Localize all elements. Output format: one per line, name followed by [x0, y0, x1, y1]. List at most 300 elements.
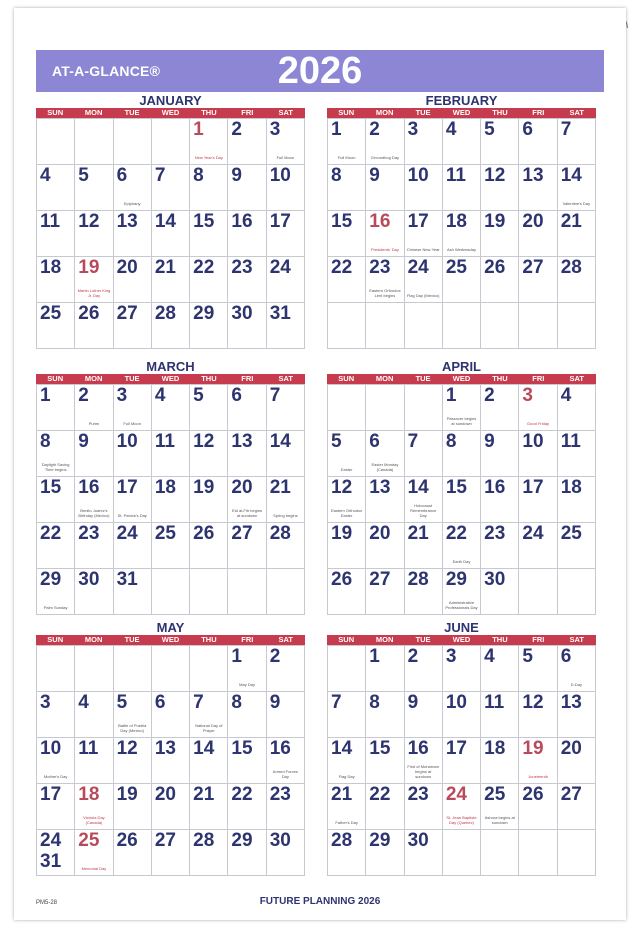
day-cell[interactable]	[75, 523, 113, 569]
day-cell[interactable]	[152, 830, 190, 876]
day-cell[interactable]	[190, 385, 228, 431]
day-number: 6	[560, 646, 572, 667]
day-number: 18	[78, 784, 100, 805]
day-cell[interactable]	[405, 431, 443, 477]
day-cell[interactable]	[37, 257, 75, 303]
day-grid	[327, 384, 596, 615]
month-name: MARCH	[146, 359, 195, 374]
day-cell[interactable]	[519, 646, 557, 692]
holiday-note: New Year's Day	[194, 155, 223, 160]
day-number: 15	[231, 738, 253, 759]
holiday-note: Battle of Puebla Day (Mexico)	[118, 723, 147, 733]
day-cell[interactable]	[190, 830, 228, 876]
day-cell[interactable]	[328, 692, 366, 738]
day-number: 24	[522, 523, 544, 544]
day-cell[interactable]	[190, 646, 228, 692]
day-number: 4	[560, 385, 572, 406]
day-cell[interactable]	[519, 165, 557, 211]
day-cell[interactable]	[75, 692, 113, 738]
day-cell[interactable]	[405, 569, 443, 615]
day-cell[interactable]	[366, 692, 404, 738]
day-cell[interactable]	[152, 119, 190, 165]
day-cell[interactable]	[37, 646, 75, 692]
day-cell[interactable]	[443, 303, 481, 349]
day-cell[interactable]	[328, 431, 366, 477]
day-cell[interactable]	[267, 303, 305, 349]
day-number: 21	[560, 211, 582, 232]
day-number: 10	[522, 431, 544, 452]
day-cell[interactable]	[366, 257, 404, 303]
holiday-note: Mother's Day	[43, 774, 68, 779]
day-number: 20	[369, 523, 391, 544]
day-cell[interactable]	[75, 119, 113, 165]
day-cell[interactable]	[75, 211, 113, 257]
day-cell[interactable]	[405, 165, 443, 211]
day-number: 27	[154, 830, 176, 851]
day-cell[interactable]	[366, 738, 404, 784]
day-number: 27	[560, 784, 582, 805]
day-number: 14	[193, 738, 215, 759]
day-cell[interactable]	[366, 477, 404, 523]
day-number: 6	[154, 692, 166, 713]
day-number: 11	[154, 431, 175, 452]
holiday-note: Juneteenth	[528, 774, 548, 779]
day-cell[interactable]	[37, 830, 75, 876]
day-cell[interactable]	[443, 646, 481, 692]
day-cell[interactable]	[267, 385, 305, 431]
day-number: 26	[522, 784, 544, 805]
day-cell[interactable]	[114, 523, 152, 569]
day-cell[interactable]	[37, 784, 75, 830]
day-cell[interactable]	[405, 523, 443, 569]
day-cell[interactable]	[519, 303, 557, 349]
day-number: 26	[78, 303, 100, 324]
day-cell[interactable]	[481, 431, 519, 477]
day-cell[interactable]	[228, 257, 266, 303]
day-cell[interactable]	[267, 477, 305, 523]
day-cell[interactable]	[558, 477, 596, 523]
day-cell[interactable]	[190, 119, 228, 165]
day-number: 25	[154, 523, 176, 544]
day-cell[interactable]	[228, 646, 266, 692]
day-cell[interactable]	[152, 165, 190, 211]
day-cell[interactable]	[366, 830, 404, 876]
weekday-label: TUE	[415, 374, 431, 383]
day-cell[interactable]	[114, 303, 152, 349]
day-number: 6	[522, 119, 533, 140]
day-number: 3	[407, 119, 419, 140]
day-cell[interactable]	[228, 211, 266, 257]
day-cell[interactable]	[114, 165, 152, 211]
day-number: 20	[231, 477, 253, 498]
day-cell[interactable]	[366, 119, 404, 165]
day-cell[interactable]	[443, 211, 481, 257]
day-cell[interactable]	[37, 692, 75, 738]
holiday-note: Epiphany	[123, 201, 141, 206]
day-number: 24	[407, 257, 429, 278]
day-cell[interactable]	[75, 569, 113, 615]
month-name: APRIL	[442, 359, 481, 374]
day-cell[interactable]	[405, 257, 443, 303]
day-cell[interactable]	[328, 784, 366, 830]
day-cell[interactable]	[481, 830, 519, 876]
day-cell[interactable]	[152, 646, 190, 692]
day-cell[interactable]	[37, 211, 75, 257]
day-cell[interactable]	[114, 119, 152, 165]
day-number: 9	[231, 165, 242, 186]
day-number: 27	[116, 303, 138, 324]
day-number: 17	[407, 211, 429, 232]
day-cell[interactable]	[190, 692, 228, 738]
day-cell[interactable]	[481, 303, 519, 349]
day-cell[interactable]	[443, 830, 481, 876]
day-cell[interactable]	[481, 385, 519, 431]
day-cell[interactable]	[558, 569, 596, 615]
day-cell[interactable]	[405, 738, 443, 784]
day-cell[interactable]	[481, 257, 519, 303]
day-cell[interactable]	[328, 569, 366, 615]
day-cell[interactable]	[519, 257, 557, 303]
day-number: 27	[522, 257, 544, 278]
day-cell[interactable]	[366, 523, 404, 569]
day-cell[interactable]	[481, 738, 519, 784]
day-cell[interactable]	[190, 569, 228, 615]
day-cell[interactable]	[366, 646, 404, 692]
day-cell[interactable]	[75, 385, 113, 431]
day-cell[interactable]	[190, 257, 228, 303]
footer-title: FUTURE PLANNING 2026	[259, 896, 381, 907]
day-cell[interactable]	[75, 784, 113, 830]
day-cell[interactable]	[443, 477, 481, 523]
day-cell[interactable]	[405, 477, 443, 523]
day-cell[interactable]	[366, 165, 404, 211]
day-cell[interactable]	[114, 830, 152, 876]
day-cell[interactable]	[190, 784, 228, 830]
day-cell[interactable]	[114, 646, 152, 692]
day-cell[interactable]	[37, 523, 75, 569]
day-cell[interactable]	[519, 431, 557, 477]
day-cell[interactable]	[558, 165, 596, 211]
day-cell[interactable]	[267, 784, 305, 830]
day-cell[interactable]	[405, 646, 443, 692]
day-cell[interactable]	[405, 119, 443, 165]
weekday-label: MON	[375, 108, 394, 117]
weekday-label: TUE	[124, 374, 140, 383]
day-number: 25	[484, 784, 506, 805]
day-cell[interactable]	[443, 385, 481, 431]
day-cell[interactable]	[519, 569, 557, 615]
day-cell[interactable]	[558, 692, 596, 738]
day-cell[interactable]	[114, 477, 152, 523]
day-cell[interactable]	[558, 303, 596, 349]
day-cell[interactable]	[267, 119, 305, 165]
day-number: 1	[193, 119, 204, 140]
day-cell[interactable]	[519, 211, 557, 257]
day-cell[interactable]	[519, 477, 557, 523]
day-cell[interactable]	[328, 385, 366, 431]
day-cell[interactable]	[228, 784, 266, 830]
day-cell[interactable]	[558, 119, 596, 165]
day-cell[interactable]	[152, 385, 190, 431]
day-number: 9	[369, 165, 380, 186]
day-cell[interactable]	[37, 165, 75, 211]
day-cell[interactable]	[152, 569, 190, 615]
day-cell[interactable]	[114, 692, 152, 738]
weekday-label: MON	[84, 108, 103, 117]
day-number: 17	[522, 477, 544, 498]
day-cell[interactable]	[481, 477, 519, 523]
day-cell[interactable]	[481, 784, 519, 830]
day-number: 29	[40, 569, 62, 590]
day-cell[interactable]	[267, 431, 305, 477]
holiday-note: Full Moon	[337, 155, 356, 160]
day-cell[interactable]	[558, 830, 596, 876]
day-cell[interactable]	[328, 165, 366, 211]
day-cell[interactable]	[75, 303, 113, 349]
day-cell[interactable]	[114, 784, 152, 830]
day-cell[interactable]	[443, 569, 481, 615]
day-cell[interactable]	[519, 385, 557, 431]
weekday-label: THU	[492, 374, 508, 383]
day-cell[interactable]	[228, 303, 266, 349]
holiday-note: St. Jean Baptiste Day (Quebec)	[446, 815, 477, 825]
day-cell[interactable]	[519, 830, 557, 876]
day-cell[interactable]	[75, 646, 113, 692]
weekday-bar	[36, 108, 305, 118]
day-grid	[36, 645, 305, 876]
day-number: 1	[445, 385, 457, 406]
day-number: 7	[269, 385, 281, 406]
day-number: 18	[484, 738, 506, 759]
day-cell[interactable]	[152, 431, 190, 477]
day-cell[interactable]	[114, 738, 152, 784]
day-number: 8	[445, 431, 457, 452]
holiday-note: Palm Sunday	[43, 605, 68, 610]
day-cell[interactable]	[267, 257, 305, 303]
day-cell[interactable]	[114, 569, 152, 615]
day-cell[interactable]	[228, 692, 266, 738]
day-cell[interactable]	[228, 523, 266, 569]
day-cell[interactable]	[75, 738, 113, 784]
day-cell[interactable]	[37, 385, 75, 431]
day-cell[interactable]	[519, 523, 557, 569]
day-cell[interactable]	[558, 211, 596, 257]
weekday-label: THU	[201, 635, 217, 644]
day-cell[interactable]	[152, 738, 190, 784]
day-cell[interactable]	[328, 523, 366, 569]
day-number: 31	[269, 303, 291, 324]
day-number: 14	[407, 477, 429, 498]
day-cell[interactable]	[558, 646, 596, 692]
day-cell[interactable]	[152, 692, 190, 738]
day-cell[interactable]	[328, 477, 366, 523]
day-cell[interactable]	[481, 692, 519, 738]
day-cell[interactable]	[267, 211, 305, 257]
day-cell[interactable]	[190, 431, 228, 477]
day-cell[interactable]	[228, 431, 266, 477]
day-cell[interactable]	[190, 523, 228, 569]
day-cell[interactable]	[443, 523, 481, 569]
day-cell[interactable]	[75, 257, 113, 303]
day-cell[interactable]	[558, 431, 596, 477]
day-cell[interactable]	[481, 569, 519, 615]
day-cell[interactable]	[228, 738, 266, 784]
day-cell[interactable]	[481, 211, 519, 257]
day-cell[interactable]	[558, 257, 596, 303]
day-cell[interactable]	[405, 830, 443, 876]
day-number: 4	[445, 119, 457, 140]
day-cell[interactable]	[519, 784, 557, 830]
day-cell[interactable]	[37, 738, 75, 784]
day-cell[interactable]	[443, 738, 481, 784]
day-cell[interactable]	[366, 569, 404, 615]
day-number: 27	[369, 569, 391, 590]
holiday-note: Groundhog Day	[370, 155, 400, 160]
day-cell[interactable]	[443, 165, 481, 211]
day-cell[interactable]	[190, 165, 228, 211]
day-number: 1	[369, 646, 380, 667]
day-cell[interactable]	[37, 303, 75, 349]
day-cell[interactable]	[37, 569, 75, 615]
holiday-note: National Day of Prayer	[195, 723, 223, 733]
day-number: 1	[331, 119, 342, 140]
brand-logo: AT-A-GLANCE®	[52, 63, 161, 79]
day-cell[interactable]	[366, 211, 404, 257]
day-cell[interactable]	[267, 830, 305, 876]
weekday-label: SAT	[569, 374, 584, 383]
day-cell[interactable]	[558, 784, 596, 830]
day-cell[interactable]	[267, 569, 305, 615]
day-cell[interactable]	[366, 385, 404, 431]
day-cell[interactable]	[75, 431, 113, 477]
day-cell[interactable]	[75, 830, 113, 876]
day-cell[interactable]	[481, 119, 519, 165]
day-cell[interactable]	[267, 692, 305, 738]
day-cell[interactable]	[37, 431, 75, 477]
weekday-bar	[327, 635, 596, 645]
weekday-label: SUN	[47, 108, 64, 117]
day-cell[interactable]	[75, 477, 113, 523]
day-cell[interactable]	[405, 303, 443, 349]
day-number: 31	[40, 851, 62, 872]
day-cell[interactable]	[519, 119, 557, 165]
weekday-label: WED	[452, 108, 471, 117]
day-cell[interactable]	[481, 165, 519, 211]
day-cell[interactable]	[228, 119, 266, 165]
day-cell[interactable]	[114, 431, 152, 477]
day-number: 8	[193, 165, 204, 186]
day-cell[interactable]	[558, 385, 596, 431]
day-cell[interactable]	[75, 165, 113, 211]
day-number: 12	[193, 431, 215, 452]
day-cell[interactable]	[405, 784, 443, 830]
day-cell[interactable]	[328, 646, 366, 692]
day-cell[interactable]	[558, 523, 596, 569]
holiday-note: May Day	[239, 682, 255, 687]
day-cell[interactable]	[114, 211, 152, 257]
day-cell[interactable]	[405, 211, 443, 257]
day-cell[interactable]	[366, 431, 404, 477]
day-cell[interactable]	[366, 784, 404, 830]
day-cell[interactable]	[152, 784, 190, 830]
day-cell[interactable]	[405, 385, 443, 431]
day-cell[interactable]	[267, 738, 305, 784]
day-cell[interactable]	[114, 257, 152, 303]
day-cell[interactable]	[228, 477, 266, 523]
day-cell[interactable]	[228, 165, 266, 211]
day-cell[interactable]	[328, 119, 366, 165]
holiday-note: Ashura begins at sundown	[484, 815, 515, 825]
day-number: 30	[231, 303, 253, 324]
day-number: 3	[269, 119, 281, 140]
day-cell[interactable]	[328, 211, 366, 257]
day-number: 15	[193, 211, 215, 232]
day-cell[interactable]	[228, 569, 266, 615]
day-cell[interactable]	[443, 784, 481, 830]
day-cell[interactable]	[228, 385, 266, 431]
day-cell[interactable]	[328, 257, 366, 303]
day-cell[interactable]	[443, 119, 481, 165]
day-cell[interactable]	[328, 303, 366, 349]
day-number: 3	[522, 385, 533, 406]
day-grid	[327, 118, 596, 349]
day-cell[interactable]	[558, 738, 596, 784]
day-cell[interactable]	[481, 523, 519, 569]
day-cell[interactable]	[267, 523, 305, 569]
day-cell[interactable]	[152, 211, 190, 257]
day-cell[interactable]	[366, 303, 404, 349]
day-cell[interactable]	[37, 477, 75, 523]
day-number: 12	[116, 738, 138, 759]
day-number: 12	[522, 692, 544, 713]
day-cell[interactable]	[152, 303, 190, 349]
day-cell[interactable]	[190, 303, 228, 349]
weekday-bar	[327, 374, 596, 384]
day-cell[interactable]	[443, 257, 481, 303]
day-cell[interactable]	[228, 830, 266, 876]
day-cell[interactable]	[267, 646, 305, 692]
day-cell[interactable]	[152, 477, 190, 523]
day-cell[interactable]	[152, 523, 190, 569]
day-cell[interactable]	[443, 692, 481, 738]
day-cell[interactable]	[37, 119, 75, 165]
day-cell[interactable]	[519, 692, 557, 738]
weekday-label: FRI	[532, 374, 545, 383]
day-number: 6	[116, 165, 128, 186]
day-number: 2	[369, 119, 380, 140]
day-number: 27	[231, 523, 253, 544]
day-cell[interactable]	[267, 165, 305, 211]
day-number: 31	[116, 569, 138, 590]
month-name: JANUARY	[139, 93, 202, 108]
holiday-note: Full Moon	[276, 155, 295, 160]
day-cell[interactable]	[328, 738, 366, 784]
weekday-label: SAT	[278, 108, 293, 117]
day-cell[interactable]	[405, 692, 443, 738]
day-cell[interactable]	[152, 257, 190, 303]
day-cell[interactable]	[328, 830, 366, 876]
day-cell[interactable]	[481, 646, 519, 692]
day-cell[interactable]	[190, 477, 228, 523]
day-cell[interactable]	[190, 738, 228, 784]
day-number: 15	[445, 477, 467, 498]
day-number: 22	[331, 257, 353, 278]
day-cell[interactable]	[114, 385, 152, 431]
day-number: 28	[560, 257, 582, 278]
day-cell[interactable]	[443, 431, 481, 477]
day-cell[interactable]	[190, 211, 228, 257]
day-cell[interactable]	[519, 738, 557, 784]
